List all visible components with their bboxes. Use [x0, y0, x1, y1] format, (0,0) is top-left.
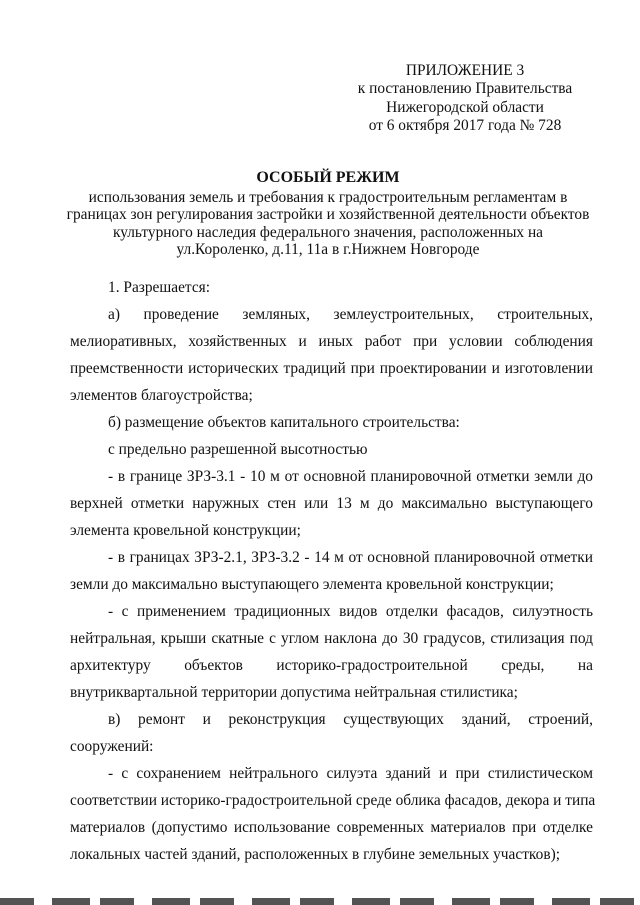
body-line: мелиоративных, хозяйственных и иных работ при условии соблюдения — [70, 333, 593, 350]
body-line: - в границах ЗРЗ-2.1, ЗРЗ-3.2 - 14 м от основной планировочной отметки — [108, 549, 593, 566]
body-line: внутриквартальной территории допустима нейтральная стилистика; — [70, 684, 518, 701]
body-line: элемента кровельной конструкции; — [70, 522, 301, 539]
body-line: верхней отметки наружных стен или 13 м до максимально выступающего — [70, 495, 593, 512]
body-line: земли до максимально выступающего элемента кровельной конструкции; — [70, 576, 554, 593]
section-heading: 1. Разрешается: — [108, 279, 211, 296]
body-line: - с сохранением нейтрального силуэта зданий и при стилистическом — [108, 765, 593, 782]
appendix-header — [330, 62, 600, 135]
appendix-region: Нижегородской области — [386, 98, 544, 116]
body-line: сооружений: — [70, 738, 154, 755]
body-line: элементов благоустройства; — [70, 387, 253, 404]
body-line: - в границе ЗРЗ-3.1 - 10 м от основной планировочной отметки земли до — [108, 468, 593, 485]
appendix-decree-ref: к постановлению Правительства — [357, 80, 573, 98]
title-line: культурного наследия федерального значения, расположенных на — [112, 223, 544, 241]
body-line: нейтральная, крыши скатные с углом наклона до 30 градусов, стилизация под — [70, 630, 593, 647]
appendix-number: ПРИЛОЖЕНИЕ 3 — [405, 62, 525, 79]
body-line: материалов (допустимо использование современных материалов при отделке — [70, 819, 593, 836]
document-title — [60, 168, 596, 258]
body-line: преемственности исторических традиций при проектировании и изготовлении — [70, 360, 593, 377]
body-line: архитектуру объектов историко-градостроительной среды, на — [70, 657, 593, 674]
title-line: использования земель и требования к градостроительным регламентам в — [88, 189, 568, 206]
body-line: локальных частей зданий, расположенных в глубине земельных участков); — [70, 846, 560, 863]
title-line: границах зон регулирования застройки и хозяйственной деятельности объектов — [66, 206, 590, 224]
body-line: с предельно разрешенной высотностью — [108, 441, 368, 458]
document-body — [70, 274, 596, 868]
body-line: б) размещение объектов капитального строительства: — [108, 414, 460, 431]
body-line: в) ремонт и реконструкция существующих зданий, строений, — [108, 711, 593, 728]
scan-edge-artifact — [0, 898, 640, 905]
body-line: а) проведение земляных, землеустроительных, строительных, — [108, 306, 593, 323]
title-line: ул.Короленко, д.11, 11а в г.Нижнем Новгороде — [176, 240, 480, 258]
title-heading: ОСОБЫЙ РЕЖИМ — [256, 169, 400, 186]
body-line: - с применением традиционных видов отделки фасадов, силуэтность — [108, 603, 593, 620]
body-line: соответствии историко-градостроительной среде облика фасадов, декора и типа — [70, 792, 596, 809]
appendix-date: от 6 октября 2017 года № 728 — [368, 116, 562, 134]
